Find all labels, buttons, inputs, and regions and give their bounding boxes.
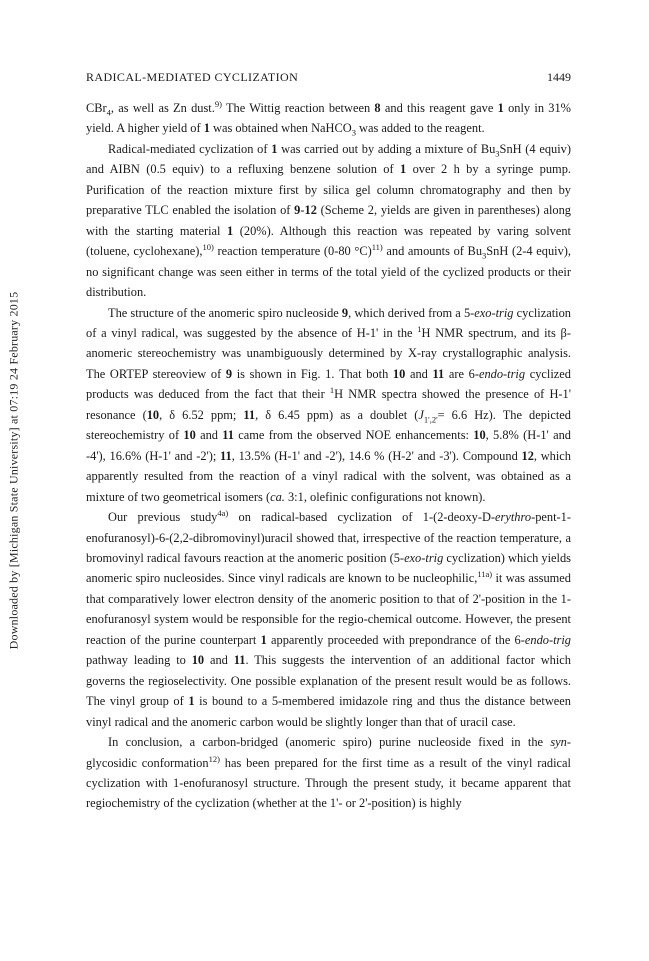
page-header	[86, 70, 571, 85]
paragraph-5: In conclusion, a carbon-bridged (anomeric spiro) purine nucleoside fixed in the syn-glycosidic conformation$^{12)}$ has been prepared for the first time as a result of the vinyl radical cyclization with 1-enofuranosyl structure. Through the present study, it became apparent that regiochemistry of the cyclization (whether at the 1'- or 2'-position) is highly	[86, 735, 571, 811]
download-watermark-text: Downloaded by [Michigan State University] at 07:19 24 February 2015	[6, 291, 21, 649]
page-number: 1449	[547, 70, 571, 84]
running-title: RADICAL-MEDIATED CYCLIZATION	[86, 70, 299, 84]
paragraph-1: CBr$_4$, as well as Zn dust.$^{9)}$ The Wittig reaction between 8 and this reagent gave 1 only in 31% yield. A higher yield of 1 was obtained when NaHCO$_3$ was added to the reagent.	[86, 98, 571, 138]
paragraph-2: Radical-mediated cyclization of 1 was carried out by adding a mixture of $Bu_3SnH$ (4 equiv) and AIBN (0.5 equiv) to a refluxing benzene solution of 1 over 2 h by a syringe pump. Purification of the reaction mixture first by silica gel column chromatography and then by preparative TLC enabled the isolation of 9-12 (Scheme 2, yields are given in parentheses) along with the starting material 1 (20%). Although this reaction was repeated by varing solvent (toluene, cyclohexane),$^{10)}$ reaction temperature (0-80 °C)$^{11)}$ and amounts of $Bu_3SnH$ (2-4 equiv), no significant change was seen either in terms of the total yield of the cyclized products or their distribution.	[86, 141, 572, 300]
download-watermark	[4, 250, 24, 690]
body-text	[86, 98, 571, 814]
paragraph-4: Our previous study$^{4a)}$ on radical-based cyclization of 1-(2-deoxy-D-erythro-pent-1-enofuranosyl)-6-(2,2-dibromovinyl)uracil showed that, irrespective of the reaction temperature, a bromovinyl radical favours reaction at the anomeric position (5-exo-trig cyclization) which yields anomeric spiro nucleosides. Since vinyl radicals are known to be nucleophilic,$^{11a)}$ it was assumed that comparatively lower electron density of the anomeric position to that of 2'-position in the 1-enofuranosyl system would be responsible for the regio-chemical outcome. However, the present reaction of the purine counterpart 1 apparently proceeded with prepondrance of the 6-endo-trig pathway leading to 10 and 11. This suggests the intervention of an additional factor which governs the regioselectivity. One possible explanation of the present result would be as follows. The vinyl group of 1 is bound to a 5-membered imidazole ring and thus the distance between vinyl radical and the anomeric carbon would be slightly longer than that of uracil case.	[86, 507, 571, 729]
paragraph-3: The structure of the anomeric spiro nucleoside 9, which derived from a 5-exo-trig cyclization of a vinyl radical, was suggested by the absence of H-1' in the $^1$H NMR spectrum, and its β-anomeric stereochemistry was unambiguously determined by X-ray crystallographic analysis. The ORTEP stereoview of 9 is shown in Fig. 1. That both 10 and 11 are 6-endo-trig cyclized products was deduced from the fact that their $^1$H NMR spectra showed the presence of H-1' resonance (10, δ 6.52 ppm; 11, δ 6.45 ppm) as a doublet ($J_{1',2'}= 6.6$ Hz). The depicted stereochemistry of 10 and 11 came from the observed NOE enhancements: 10, 5.8% (H-1' and -4'), 16.6% (H-1' and -2'); 11, 13.5% (H-1' and -2'), 14.6 % (H-2' and -3'). Compound 12, which apparently resulted from the reaction of a vinyl radical with the solvent, was obtained as a mixture of two geometrical isomers (ca. 3:1, olefinic configurations not known).	[86, 305, 571, 504]
